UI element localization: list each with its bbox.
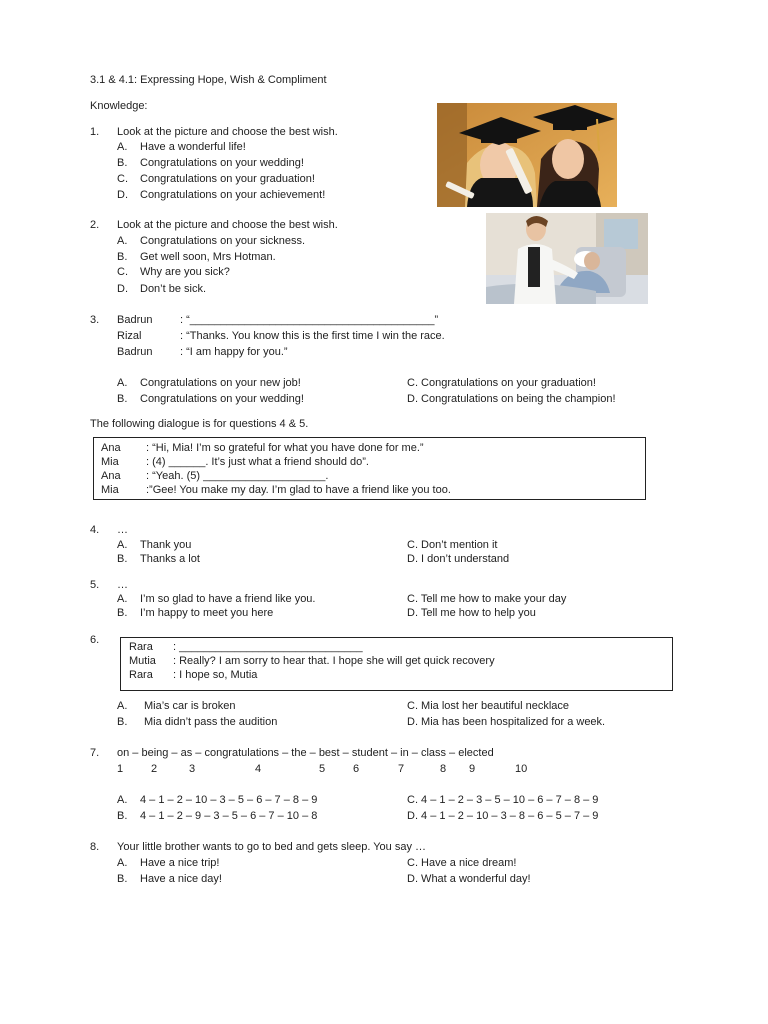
option-text: C. Mia lost her beautiful necklace — [407, 700, 570, 712]
option-letter: B. — [117, 251, 128, 263]
option-text: D. Congratulations on being the champion! — [407, 393, 616, 405]
dialog-line: : ______________________________ — [173, 641, 363, 653]
question-number: 2. — [90, 219, 100, 231]
word-number: 6 — [353, 763, 360, 775]
option-text: Congratulations on your new job! — [140, 377, 301, 389]
dialog-speaker: Rara — [129, 669, 153, 681]
option-letter: A. — [117, 141, 128, 153]
option-text: C. 4 – 1 – 2 – 3 – 5 – 10 – 6 – 7 – 8 – 9 — [407, 794, 599, 806]
option-text: Congratulations on your graduation! — [140, 173, 315, 185]
section-heading: Knowledge: — [90, 100, 148, 112]
option-letter: A. — [117, 700, 128, 712]
option-text: Mia’s car is broken — [144, 700, 236, 712]
dialog-line: : “Yeah. (5) ____________________. — [146, 470, 329, 482]
dialog-line: : “________________________________________” — [180, 314, 439, 326]
word-number: 10 — [515, 763, 528, 775]
question-number: 6. — [90, 634, 100, 646]
page-title: 3.1 & 4.1: Expressing Hope, Wish & Compliment — [90, 74, 327, 86]
word-list: on – being – as – congratulations – the – best – student – in – class – elected — [117, 747, 494, 759]
dialog-line: : “Thanks. You know this is the first time I win the race. — [180, 330, 445, 342]
option-text: Congratulations on your wedding! — [140, 393, 304, 405]
option-text: Thank you — [140, 539, 192, 551]
dialog-speaker: Mutia — [129, 655, 156, 667]
option-letter: B. — [117, 873, 128, 885]
option-letter: B. — [117, 393, 128, 405]
option-text: D. Tell me how to help you — [407, 607, 536, 619]
option-text: Congratulations on your achievement! — [140, 189, 326, 201]
graduation-photo — [437, 103, 617, 207]
option-text: I’m happy to meet you here — [140, 607, 274, 619]
option-text: Mia didn’t pass the audition — [144, 716, 278, 728]
option-letter: B. — [117, 607, 128, 619]
word-number: 9 — [469, 763, 476, 775]
option-text: Have a wonderful life! — [140, 141, 246, 153]
option-text: D. 4 – 1 – 2 – 10 – 3 – 8 – 6 – 5 – 7 – 9 — [407, 810, 599, 822]
question-number: 8. — [90, 841, 100, 853]
dialogue-intro: The following dialogue is for questions 4 & 5. — [90, 418, 309, 430]
dialog-speaker: Ana — [101, 442, 121, 454]
option-text: C. Have a nice dream! — [407, 857, 517, 869]
option-letter: A. — [117, 857, 128, 869]
question-number: 3. — [90, 314, 100, 326]
question-number: 4. — [90, 524, 100, 536]
option-letter: A. — [117, 235, 128, 247]
option-text: 4 – 1 – 2 – 10 – 3 – 5 – 6 – 7 – 8 – 9 — [140, 794, 318, 806]
dialog-speaker: Badrun — [117, 346, 153, 358]
option-text: 4 – 1 – 2 – 9 – 3 – 5 – 6 – 7 – 10 – 8 — [140, 810, 318, 822]
dialog-speaker: Badrun — [117, 314, 153, 326]
dialog-speaker: Ana — [101, 470, 121, 482]
option-text: Why are you sick? — [140, 266, 230, 278]
option-letter: D. — [117, 189, 128, 201]
word-number: 5 — [319, 763, 326, 775]
word-number: 2 — [151, 763, 158, 775]
option-text: Have a nice trip! — [140, 857, 220, 869]
option-text: C. Congratulations on your graduation! — [407, 377, 596, 389]
question-stem: Look at the picture and choose the best wish. — [117, 126, 338, 138]
option-letter: C. — [117, 173, 128, 185]
word-number: 4 — [255, 763, 262, 775]
option-text: Don’t be sick. — [140, 283, 207, 295]
option-text: C. Tell me how to make your day — [407, 593, 567, 605]
dialog-speaker: Rara — [129, 641, 153, 653]
dialog-speaker: Mia — [101, 484, 119, 496]
dialog-line: :”Gee! You make my day. I’m glad to have a friend like you too. — [146, 484, 451, 496]
option-text: I’m so glad to have a friend like you. — [140, 593, 316, 605]
dialog-line: : “Hi, Mia! I’m so grateful for what you have done for me.” — [146, 442, 424, 454]
option-letter: A. — [117, 539, 128, 551]
question-stem: Look at the picture and choose the best wish. — [117, 219, 338, 231]
word-number: 8 — [440, 763, 447, 775]
dialog-line: : Really? I am sorry to hear that. I hope she will get quick recovery — [173, 655, 495, 667]
dialog-speaker: Mia — [101, 456, 119, 468]
option-text: C. Don’t mention it — [407, 539, 498, 551]
question-number: 1. — [90, 126, 100, 138]
option-letter: A. — [117, 794, 128, 806]
option-letter: A. — [117, 593, 128, 605]
option-text: D. What a wonderful day! — [407, 873, 531, 885]
question-stem: … — [117, 524, 128, 536]
option-text: D. Mia has been hospitalized for a week. — [407, 716, 606, 728]
option-letter: B. — [117, 157, 128, 169]
question-number: 7. — [90, 747, 100, 759]
dialog-speaker: Rizal — [117, 330, 142, 342]
dialog-line: : “I am happy for you.” — [180, 346, 288, 358]
option-text: Congratulations on your wedding! — [140, 157, 304, 169]
option-letter: B. — [117, 716, 128, 728]
option-text: Get well soon, Mrs Hotman. — [140, 251, 276, 263]
word-number: 3 — [189, 763, 196, 775]
option-letter: D. — [117, 283, 128, 295]
option-text: Have a nice day! — [140, 873, 222, 885]
word-number: 1 — [117, 763, 124, 775]
dialog-line: : I hope so, Mutia — [173, 669, 258, 681]
dialog-line: : (4) ______. It’s just what a friend should do”. — [146, 456, 369, 468]
word-number: 7 — [398, 763, 405, 775]
hospital-photo — [486, 213, 648, 304]
option-text: D. I don’t understand — [407, 553, 510, 565]
option-text: Congratulations on your sickness. — [140, 235, 306, 247]
question-stem: Your little brother wants to go to bed and gets sleep. You say … — [117, 841, 427, 853]
option-letter: B. — [117, 810, 128, 822]
question-number: 5. — [90, 579, 100, 591]
question-stem: … — [117, 579, 128, 591]
option-letter: A. — [117, 377, 128, 389]
option-text: Thanks a lot — [140, 553, 200, 565]
option-letter: B. — [117, 553, 128, 565]
option-letter: C. — [117, 266, 128, 278]
